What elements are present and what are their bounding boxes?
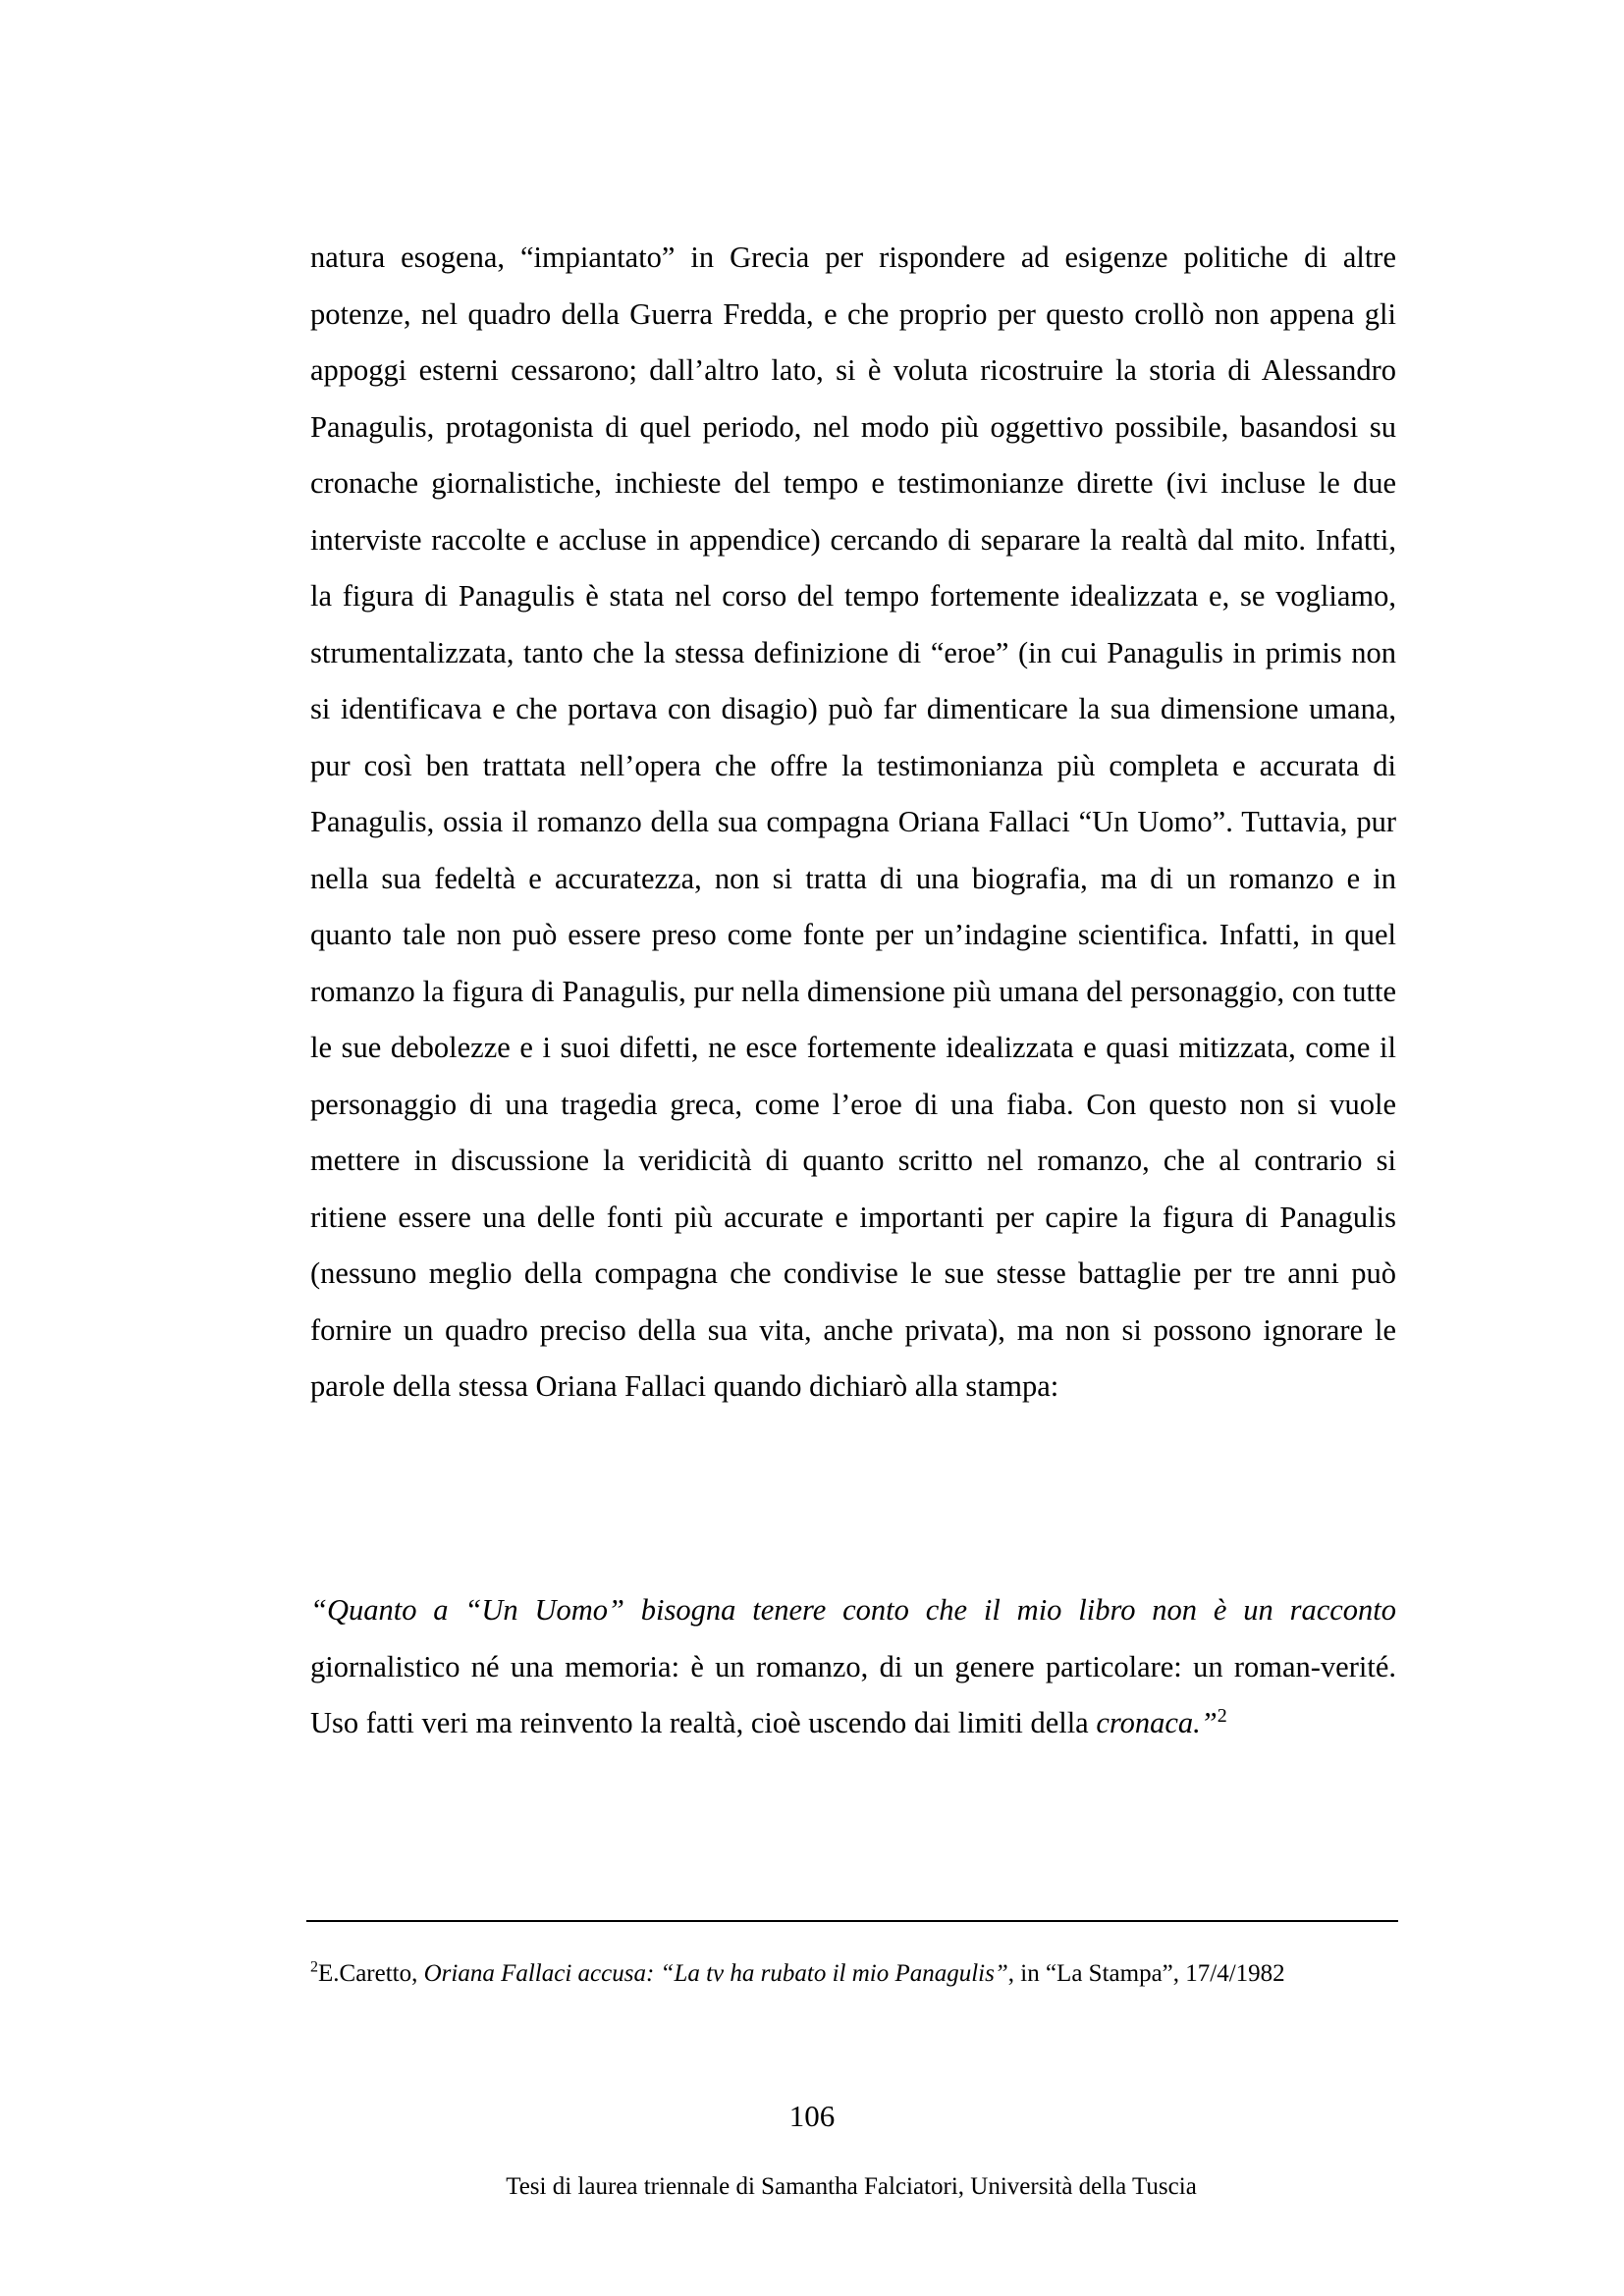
- quote-italic-end: cronaca.”: [1096, 1706, 1218, 1739]
- page-number: 106: [788, 2099, 836, 2133]
- footnote-author: E.Caretto,: [318, 1960, 424, 1987]
- page-footer: Tesi di laurea triennale di Samantha Falciatori, Università della Tuscia: [506, 2173, 1197, 2200]
- footnote-separator: [306, 1920, 1398, 1922]
- quote-footnote-ref: 2: [1217, 1704, 1227, 1727]
- block-quote: [310, 1582, 1396, 1752]
- footnote-title: Oriana Fallaci accusa: “La tv ha rubato il mio Panagulis”: [423, 1960, 1008, 1987]
- footnote: [310, 1958, 1396, 1990]
- quote-italic-start: “Quanto a “Un Uomo” bisogna tenere conto che il mio libro non è un racconto: [310, 1593, 1396, 1627]
- footnote-source: , in “La Stampa”, 17/4/1982: [1007, 1960, 1285, 1987]
- footnote-marker: 2: [310, 1958, 318, 1976]
- quote-plain-middle: giornalistico né una memoria: è un romanzo, di un genere particolare: un roman-verité. Uso fatti veri ma reinvento la realtà, cioè uscendo dai limiti della: [310, 1649, 1396, 1739]
- body-paragraph: natura esogena, “impiantato” in Grecia per rispondere ad esigenze politiche di altre potenze, nel quadro della Guerra Fredda, e che proprio per questo crollò non appena gli appoggi esterni cessarono; dall’altro lato, si è voluta ricostruire la storia di Alessandro Panagulis, protagonista di quel periodo, nel modo più oggettivo possibile, basandosi su cronache giornalistiche, inchieste del tempo e testimonianze dirette (ivi incluse le due interviste raccolte e accluse in appendice) cercando di separare la realtà dal mito. Infatti, la figura di Panagulis è stata nel corso del tempo fortemente idealizzata e, se vogliamo, strumentalizzata, tanto che la stessa definizione di “eroe” (in cui Panagulis in primis non si identificava e che portava con disagio) può far dimenticare la sua dimensione umana, pur così ben trattata nell’opera che offre la testimonianza più completa e accurata di Panagulis, ossia il romanzo della sua compagna Oriana Fallaci “Un Uomo”. Tuttavia, pur nella sua fedeltà e accuratezza, non si tratta di una biografia, ma di un romanzo e in quanto tale non può essere preso come fonte per un’indagine scientifica. Infatti, in quel romanzo la figura di Panagulis, pur nella dimensione più umana del personaggio, con tutte le sue debolezze e i suoi difetti, ne esce fortemente idealizzata e quasi mitizzata, come il personaggio di una tragedia greca, come l’eroe di una fiaba. Con questo non si vuole mettere in discussione la veridicità di quanto scritto nel romanzo, che al contrario si ritiene essere una delle fonti più accurate e importanti per capire la figura di Panagulis (nessuno meglio della compagna che condivise le sue stesse battaglie per tre anni può fornire un quadro preciso della sua vita, anche privata), ma non si possono ignorare le parole della stessa Oriana Fallaci quando dichiarò alla stampa:: [310, 240, 1396, 1403]
